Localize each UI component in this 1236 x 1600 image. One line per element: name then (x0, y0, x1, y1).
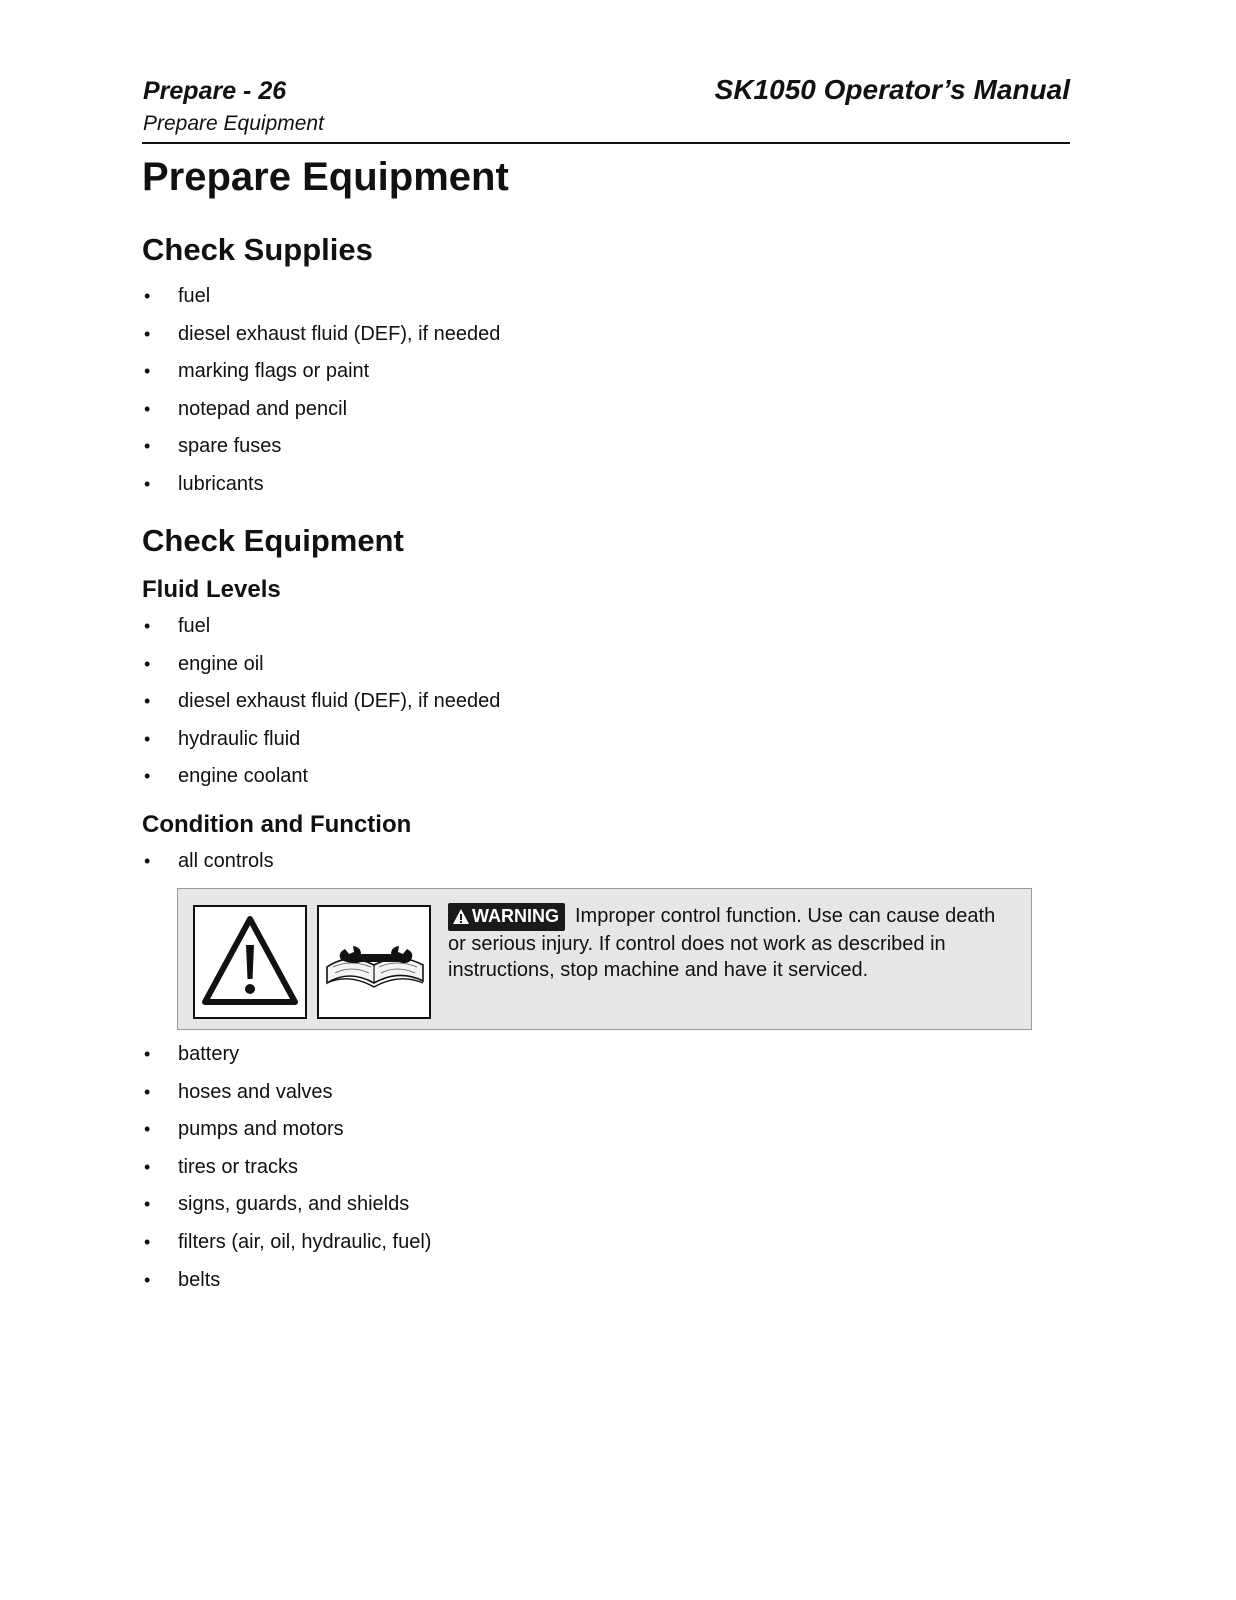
list-item: • hydraulic fluid (142, 721, 500, 759)
bullet-icon: • (144, 1081, 151, 1102)
bullet-icon: • (144, 728, 151, 749)
list-item: • diesel exhaust fluid (DEF), if needed (142, 683, 500, 721)
page-section-number: Prepare - 26 (143, 77, 287, 105)
warning-message: Improper control function. Use can cause death or serious injury. If control does not work as described in instructions, stop machine and have it serviced. (448, 905, 996, 981)
warning-callout (177, 888, 1032, 1030)
bullet-icon: • (144, 398, 151, 419)
manual-wrench-icon (317, 905, 431, 1019)
warning-text-block (448, 903, 1018, 983)
fluid-levels-list (142, 608, 500, 796)
list-item: • diesel exhaust fluid (DEF), if needed (142, 316, 500, 354)
list-item: • engine coolant (142, 758, 500, 796)
list-item: • pumps and motors (142, 1111, 431, 1149)
bullet-icon: • (144, 436, 151, 457)
check-supplies-heading: Check Supplies (142, 232, 373, 267)
condition-list-top (142, 843, 274, 881)
list-item: • notepad and pencil (142, 391, 500, 429)
bullet-icon: • (144, 1194, 151, 1215)
bullet-icon: • (144, 286, 151, 306)
list-item: • fuel (142, 608, 500, 646)
bullet-icon: • (144, 1156, 151, 1177)
list-item: • engine oil (142, 646, 500, 684)
condition-function-heading: Condition and Function (142, 811, 412, 838)
manual-title: SK1050 Operator’s Manual (714, 74, 1070, 105)
list-item: • all controls (142, 843, 274, 881)
supplies-list (142, 278, 500, 504)
condition-list-bottom (142, 1036, 431, 1299)
bullet-icon: • (144, 473, 151, 494)
list-item: • belts (142, 1262, 431, 1300)
list-item: • battery (142, 1036, 431, 1074)
warning-triangle-icon (193, 905, 307, 1019)
list-item: • fuel (142, 278, 500, 316)
list-item: • marking flags or paint (142, 353, 500, 391)
page-section-subtitle: Prepare Equipment (143, 112, 324, 135)
check-equipment-heading: Check Equipment (142, 523, 404, 558)
header-divider (142, 142, 1070, 144)
bullet-icon: • (144, 851, 151, 871)
bullet-icon: • (144, 1231, 151, 1252)
bullet-icon: • (144, 323, 151, 344)
bullet-icon: • (144, 1044, 151, 1064)
bullet-icon: • (144, 691, 151, 712)
bullet-icon: • (144, 653, 151, 674)
list-item: • tires or tracks (142, 1149, 431, 1187)
list-item: • lubricants (142, 466, 500, 504)
warning-badge: WARNING (448, 903, 565, 931)
bullet-icon: • (144, 766, 151, 787)
page-title: Prepare Equipment (142, 155, 509, 199)
list-item: • spare fuses (142, 428, 500, 466)
bullet-icon: • (144, 616, 151, 636)
bullet-icon: • (144, 1269, 151, 1290)
list-item: • hoses and valves (142, 1074, 431, 1112)
list-item: • signs, guards, and shields (142, 1186, 431, 1224)
fluid-levels-heading: Fluid Levels (142, 576, 281, 603)
alert-triangle-icon (452, 908, 470, 926)
list-item: • filters (air, oil, hydraulic, fuel) (142, 1224, 431, 1262)
bullet-icon: • (144, 1119, 151, 1140)
bullet-icon: • (144, 361, 151, 382)
